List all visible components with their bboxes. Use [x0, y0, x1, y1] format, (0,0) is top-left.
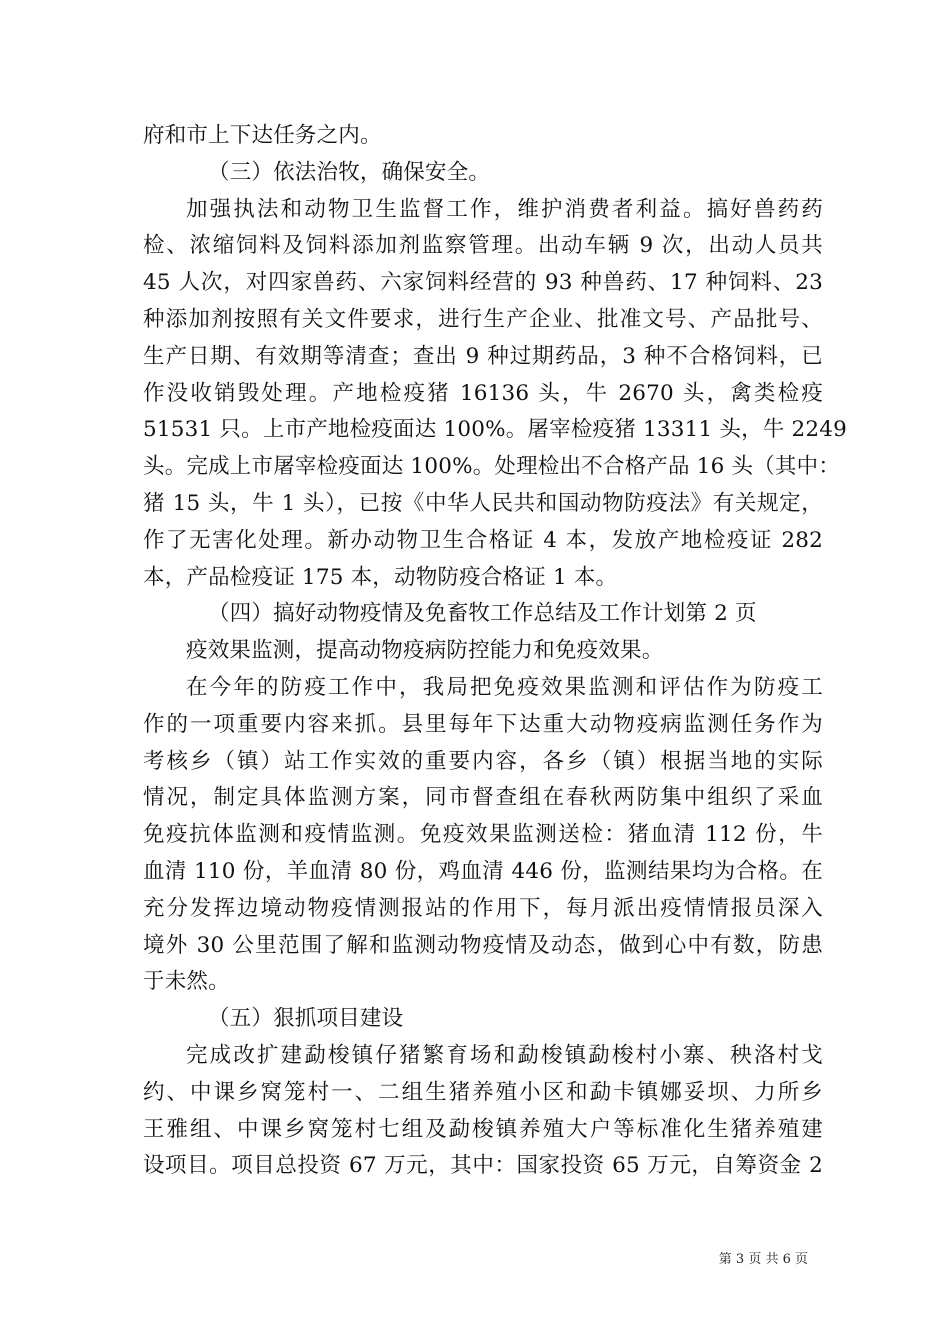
text-line: （三）依法治牧，确保安全。 — [208, 159, 491, 185]
text-line: 作了无害化处理。新办动物卫生合格证 4 本，发放产地检疫证 282 — [143, 527, 823, 553]
text-line: 头。完成上市屠宰检疫面达 100%。处理检出不合格产品 16 头（其中： — [143, 454, 841, 480]
text-line: 作没收销毁处理。产地检疫猪 16136 头，牛 2670 头，禽类检疫 — [143, 380, 823, 406]
text-line: 检、浓缩饲料及饲料添加剂监察管理。出动车辆 9 次，出动人员共 — [143, 233, 823, 259]
text-line: 生产日期、有效期等清查；查出 9 种过期药品，3 种不合格饲料，已 — [143, 343, 823, 369]
text-line: 约、中课乡窝笼村一、二组生猪养殖小区和勐卡镇娜妥坝、力所乡 — [143, 1079, 823, 1105]
text-line: （四）搞好动物疫情及免畜牧工作总结及工作计划第 2 页 — [208, 601, 757, 627]
text-line: 设项目。项目总投资 67 万元，其中：国家投资 65 万元，自筹资金 2 — [143, 1153, 823, 1179]
text-line: 猪 15 头，牛 1 头），已按《中华人民共和国动物防疫法》有关规定， — [143, 490, 823, 516]
text-line: 情况，制定具体监测方案，同市督查组在春秋两防集中组织了采血 — [143, 785, 823, 811]
document-body — [143, 118, 848, 1185]
text-line: 血清 110 份，羊血清 80 份，鸡血清 446 份，监测结果均为合格。在 — [143, 858, 823, 884]
text-line: 种添加剂按照有关文件要求，进行生产企业、批准文号、产品批号、 — [143, 306, 823, 332]
text-line: 51531 只。上市产地检疫面达 100%。屠宰检疫猪 13311 头，牛 2249 — [143, 417, 848, 443]
text-line: 免疫抗体监测和疫情监测。免疫效果监测送检：猪血清 112 份，牛 — [143, 822, 823, 848]
text-line: 充分发挥边境动物疫情测报站的作用下，每月派出疫情情报员深入 — [143, 895, 823, 921]
text-line: 在今年的防疫工作中，我局把免疫效果监测和评估作为防疫工 — [186, 674, 823, 700]
text-line: 加强执法和动物卫生监督工作，维护消费者利益。搞好兽药药 — [186, 196, 823, 222]
text-line: 本，产品检疫证 175 本，动物防疫合格证 1 本。 — [143, 564, 618, 590]
text-line: 完成改扩建勐梭镇仔猪繁育场和勐梭镇勐梭村小寨、秧洛村戈 — [186, 1042, 823, 1068]
text-line: 王雅组、中课乡窝笼村七组及勐梭镇养殖大户等标准化生猪养殖建 — [143, 1116, 823, 1142]
text-line: 境外 30 公里范围了解和监测动物疫情及动态，做到心中有数，防患 — [143, 932, 823, 958]
text-line: 考核乡（镇）站工作实效的重要内容，各乡（镇）根据当地的实际 — [143, 748, 823, 774]
text-line: 作的一项重要内容来抓。县里每年下达重大动物疫病监测任务作为 — [143, 711, 823, 737]
page-footer: 第 3 页 共 6 页 — [718, 1252, 808, 1267]
text-line: 疫效果监测，提高动物疫病防控能力和免疫效果。 — [186, 638, 664, 664]
text-line: 于未然。 — [143, 969, 230, 995]
text-line: 45 人次，对四家兽药、六家饲料经营的 93 种兽药、17 种饲料、23 — [143, 270, 823, 296]
text-line: 府和市上下达任务之内。 — [143, 123, 382, 148]
text-line: （五）狠抓项目建设 — [208, 1006, 404, 1032]
